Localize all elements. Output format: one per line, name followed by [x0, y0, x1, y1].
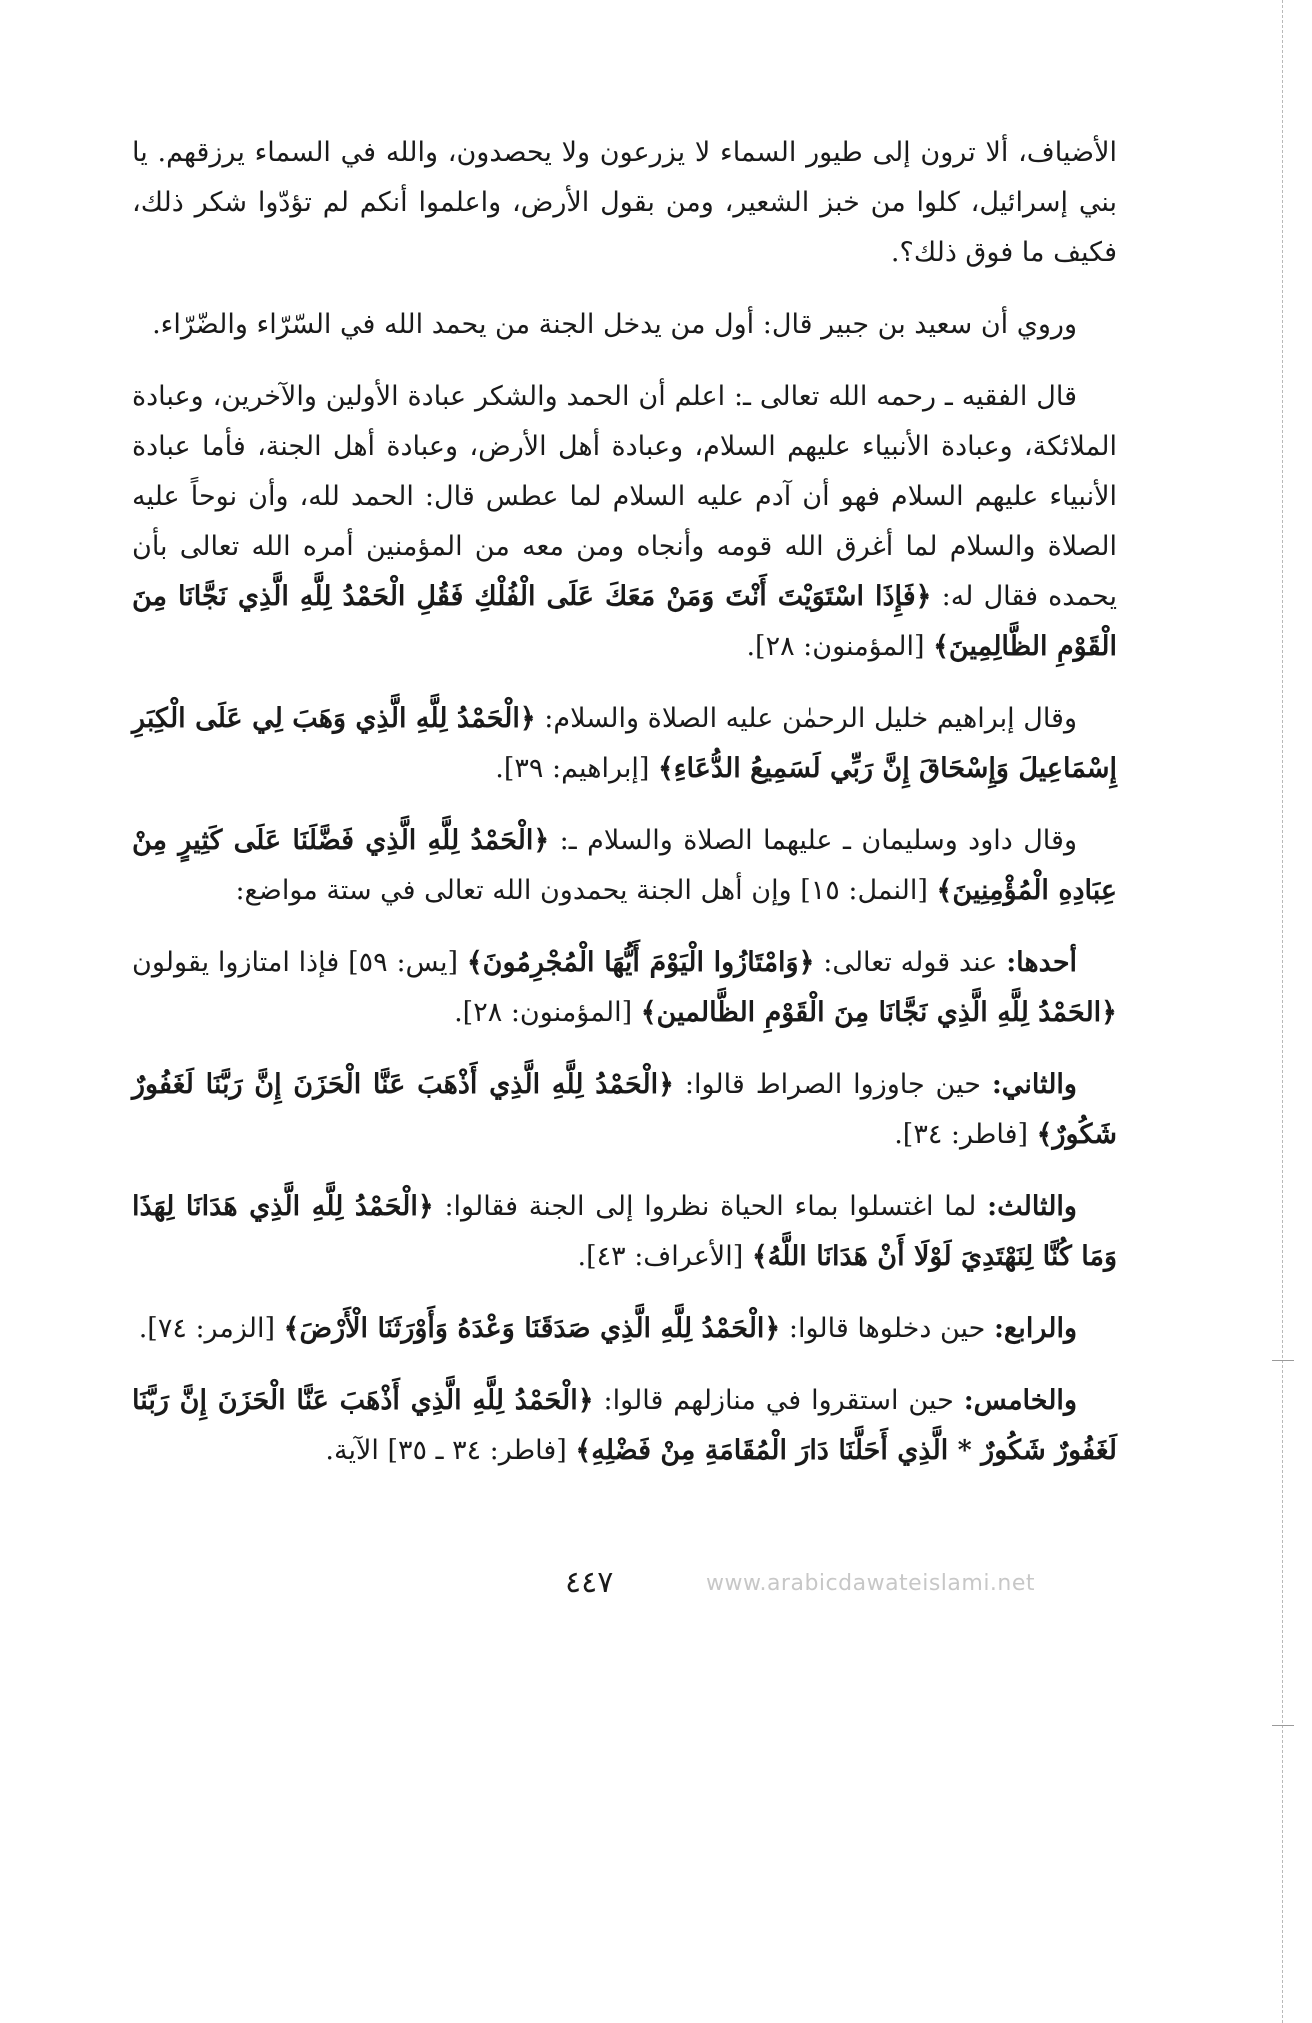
- paragraph-text: لما اغتسلوا بماء الحياة نظروا إلى الجنة فقالوا:: [444, 1191, 977, 1222]
- page-edge-tick: [1272, 1725, 1294, 1726]
- paragraph-text: عند قوله تعالى:: [823, 947, 998, 978]
- page-number: ٤٤٧: [565, 1565, 614, 1600]
- quran-quote: ﴿الْحَمْدُ لِلَّهِ الَّذِي هَدَانَا لِهَذَا وَمَا كُنَّا لِنَهْتَدِيَ لَوْلَا أَنْ هَدَانَا اللَّهُ﴾: [132, 1191, 1117, 1272]
- quote-reference: [يس: ٥٩] فإذا امتازوا يقولون: [132, 947, 459, 978]
- paragraph-label: والرابع:: [993, 1313, 1077, 1344]
- quran-quote: ﴿الْحَمْدُ لِلَّهِ الَّذِي وَهَبَ لِي عَلَى الْكِبَرِ إِسْمَاعِيلَ وَإِسْحَاقَ إِنَّ رَبِّي لَسَمِيعُ الدُّعَاءِ﴾: [132, 703, 1117, 784]
- quote-reference: [إبراهيم: ٣٩].: [495, 753, 650, 784]
- quran-quote: ﴿وَامْتَازُوا الْيَوْمَ أَيُّهَا الْمُجْرِمُونَ﴾: [466, 947, 815, 978]
- page-footer: [0, 1565, 1312, 1605]
- paragraph: [132, 300, 1117, 350]
- paragraph: [132, 694, 1117, 794]
- watermark-url: www.arabicdawateislami.net: [706, 1571, 1036, 1596]
- quote-reference: [الزمر: ٧٤].: [138, 1313, 276, 1344]
- body-text: [132, 128, 1117, 1498]
- paragraph-text: حين دخلوها قالوا:: [788, 1313, 986, 1344]
- quote-reference: [النمل: ١٥] وإن أهل الجنة يحمدون الله تعالى في ستة مواضع:: [235, 875, 928, 906]
- paragraph: [132, 938, 1117, 1038]
- paragraph: [132, 1060, 1117, 1160]
- quote-reference: [الأعراف: ٤٣].: [577, 1241, 744, 1272]
- paragraph-text: قال الفقيه ـ رحمه الله تعالى ـ: اعلم أن الحمد والشكر عبادة الأولين والآخرين، وعبادة الملائكة، وعبادة الأنبياء عليهم السلام، وعبادة أهل الأرض، وعبادة أهل الجنة، فأما عبادة الأنبياء عليهم السلام فهو أن آدم عليه السلام لما عطس قال: الحمد لله، وأن نوحاً عليه الصلاة والسلام لما أغرق الله قومه وأنجاه ومن معه من المؤمنين أمره الله تعالى بأن يحمده فقال له:: [132, 381, 1118, 612]
- quran-quote: ﴿الْحَمْدُ لِلَّهِ الَّذِي صَدَقَنَا وَعْدَهُ وَأَوْرَثَنَا الْأَرْضَ﴾: [283, 1313, 781, 1344]
- paragraph: [132, 816, 1117, 916]
- paragraph-text: وقال إبراهيم خليل الرحمٰن عليه الصلاة والسلام:: [544, 703, 1077, 734]
- quran-quote: ﴿الْحَمْدُ لِلَّهِ الَّذِي أَذْهَبَ عَنَّا الْحَزَنَ إِنَّ رَبَّنَا لَغَفُورٌ شَكُورٌ﴾: [132, 1069, 1117, 1150]
- paragraph-label: والخامس:: [963, 1385, 1077, 1416]
- paragraph-label: والثالث:: [987, 1191, 1077, 1222]
- paragraph: [132, 1376, 1117, 1476]
- paragraph-text: وقال داود وسليمان ـ عليهما الصلاة والسلام ـ:: [559, 825, 1077, 856]
- paragraph-text: حين استقروا في منازلهم قالوا:: [603, 1385, 954, 1416]
- page-edge-tick: [1272, 1360, 1294, 1361]
- page-edge-line: [1282, 0, 1283, 2023]
- quran-quote: ﴿فَإِذَا اسْتَوَيْتَ أَنْتَ وَمَنْ مَعَكَ عَلَى الْفُلْكِ فَقُلِ الْحَمْدُ لِلَّهِ الَّذِي نَجَّانَا مِنَ الْقَوْمِ الظَّالِمِينَ﴾: [132, 581, 1117, 662]
- quote-reference: [المؤمنون: ٢٨].: [454, 997, 633, 1028]
- paragraph-text: الأضياف، ألا ترون إلى طيور السماء لا يزرعون ولا يحصدون، والله في السماء يرزقهم. يا بني إسرائيل، كلوا من خبز الشعير، ومن بقول الأرض، واعلموا أنكم لم تؤدّوا شكر ذلك، فكيف ما فوق ذلك؟.: [132, 137, 1117, 268]
- quote-reference: [فاطر: ٣٤].: [894, 1119, 1029, 1150]
- paragraph-label: أحدها:: [1006, 947, 1078, 978]
- paragraph: [132, 372, 1117, 672]
- quote-reference: [فاطر: ٣٤ ـ ٣٥] الآية.: [325, 1435, 567, 1466]
- paragraph: [132, 1182, 1117, 1282]
- quran-quote: ﴿الْحَمْدُ لِلَّهِ الَّذِي أَذْهَبَ عَنَّا الْحَزَنَ إِنَّ رَبَّنَا لَغَفُورٌ شَكُورٌ * الَّذِي أَحَلَّنَا دَارَ الْمُقَامَةِ مِنْ فَضْلِهِ﴾: [132, 1385, 1117, 1466]
- paragraph: [132, 128, 1117, 278]
- quran-quote: ﴿الْحَمْدُ لِلَّهِ الَّذِي فَضَّلَنَا عَلَى كَثِيرٍ مِنْ عِبَادِهِ الْمُؤْمِنِينَ﴾: [132, 825, 1117, 906]
- paragraph-text: حين جاوزوا الصراط قالوا:: [684, 1069, 981, 1100]
- paragraph-text: وروي أن سعيد بن جبير قال: أول من يدخل الجنة من يحمد الله في السّرّاء والضّرّاء.: [152, 309, 1077, 340]
- paragraph-label: والثاني:: [991, 1069, 1077, 1100]
- quran-quote: ﴿الحَمْدُ لِلَّهِ الَّذِي نَجَّانَا مِنَ الْقَوْمِ الظَّالمين﴾: [640, 997, 1117, 1028]
- quote-reference: [المؤمنون: ٢٨].: [746, 631, 925, 662]
- paragraph: [132, 1304, 1117, 1354]
